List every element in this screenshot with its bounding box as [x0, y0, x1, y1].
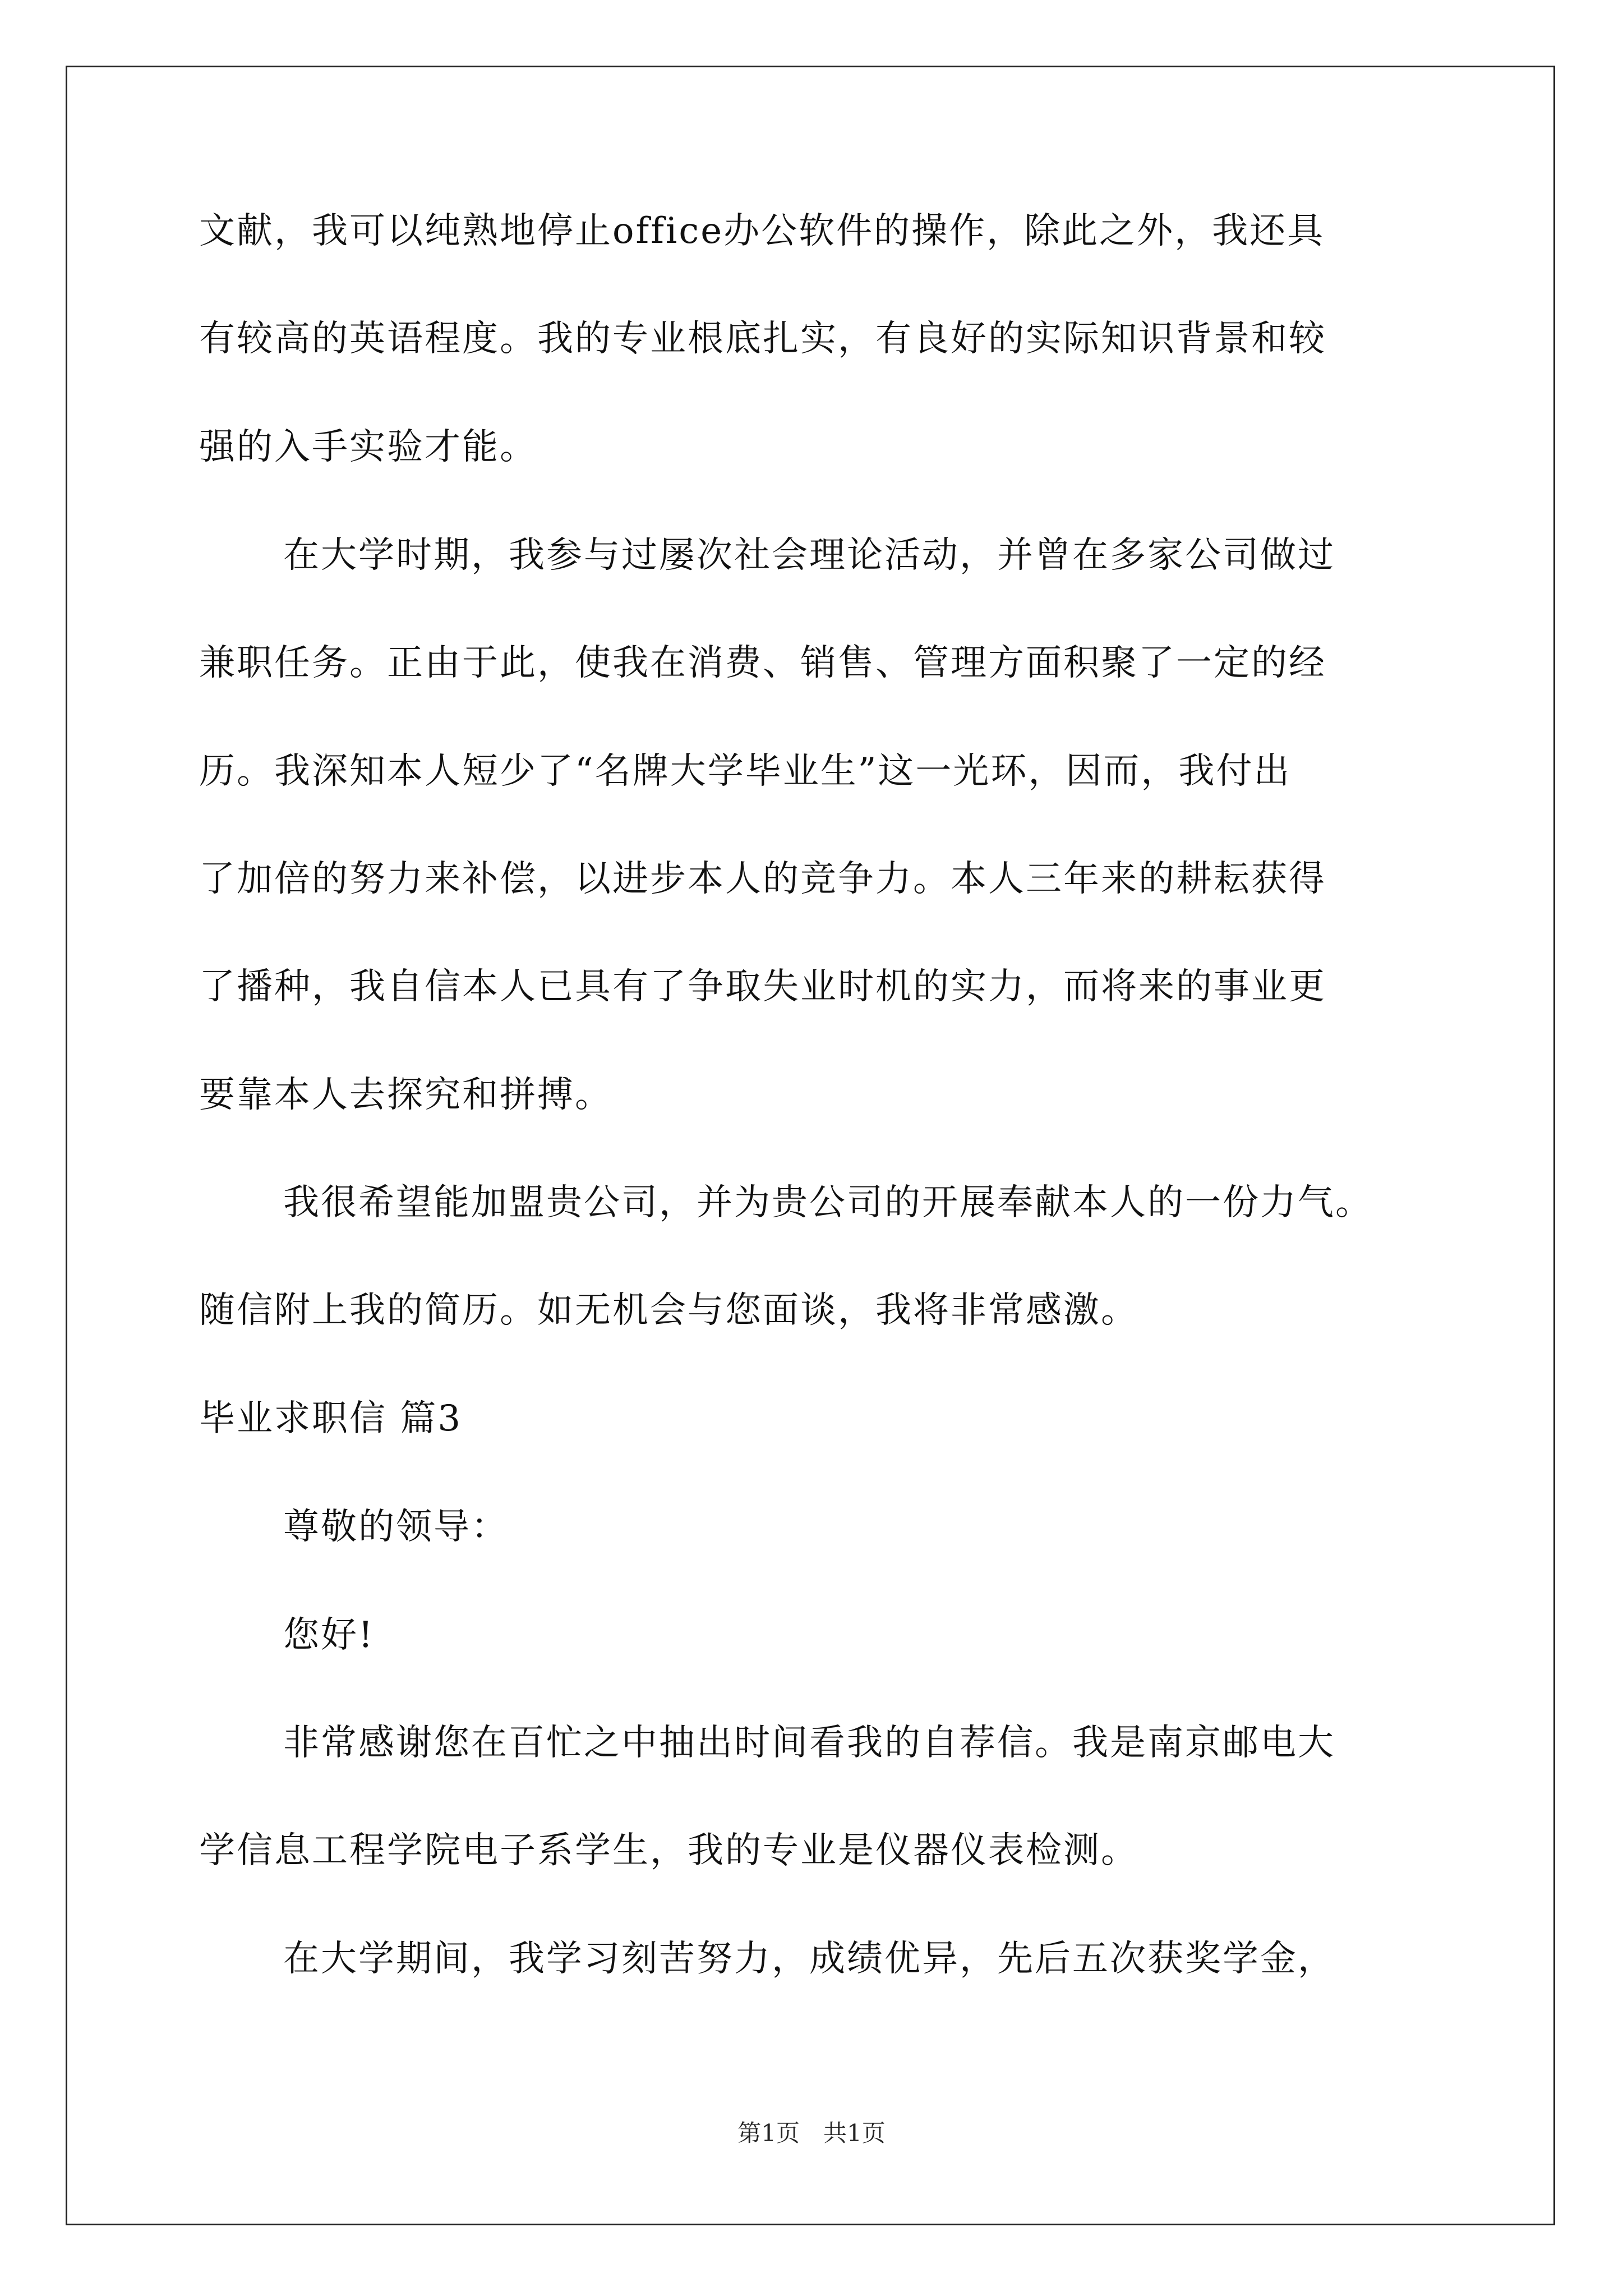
- body-line-17: 在大学期间，我学习刻苦努力，成绩优异，先后五次获奖学金，: [283, 1938, 1335, 1980]
- body-line-16: 学信息工程学院电子系学生，我的专业是仪器仪表检测。: [199, 1830, 1138, 1871]
- body-line-6: 历。我深知本人短少了“名牌大学毕业生”这一光环，因而，我付出: [199, 751, 1292, 792]
- section-heading: 毕业求职信 篇3: [199, 1398, 463, 1439]
- body-line-10: 我很希望能加盟贵公司，并为贵公司的开展奉献本人的一份力气。: [283, 1182, 1373, 1223]
- body-line-15: 非常感谢您在百忙之中抽出时间看我的自荐信。我是南京邮电大: [283, 1722, 1335, 1764]
- body-line-2: 有较高的英语程度。我的专业根底扎实，有良好的实际知识背景和较: [199, 318, 1326, 360]
- body-line-8: 了播种，我自信本人已具有了争取失业时机的实力，而将来的事业更: [199, 966, 1326, 1007]
- page-border: [66, 66, 1555, 2225]
- page-number-footer: 第1页 共1页: [737, 2119, 886, 2147]
- body-line-9: 要靠本人去探究和拼搏。: [199, 1074, 612, 1116]
- body-line-5: 兼职任务。正由于此，使我在消费、销售、管理方面积聚了一定的经: [199, 642, 1326, 684]
- body-line-7: 了加倍的努力来补偿，以进步本人的竞争力。本人三年来的耕耘获得: [199, 858, 1326, 900]
- body-line-11: 随信附上我的简历。如无机会与您面谈，我将非常感激。: [199, 1290, 1138, 1331]
- body-line-4: 在大学时期，我参与过屡次社会理论活动，并曾在多家公司做过: [283, 535, 1335, 576]
- salutation: 尊敬的领导：: [283, 1506, 509, 1548]
- greeting: 您好!: [283, 1614, 375, 1656]
- body-line-3: 强的入手实验才能。: [199, 426, 537, 468]
- body-line-1: 文献，我可以纯熟地停止office办公软件的操作，除此之外，我还具: [199, 210, 1325, 252]
